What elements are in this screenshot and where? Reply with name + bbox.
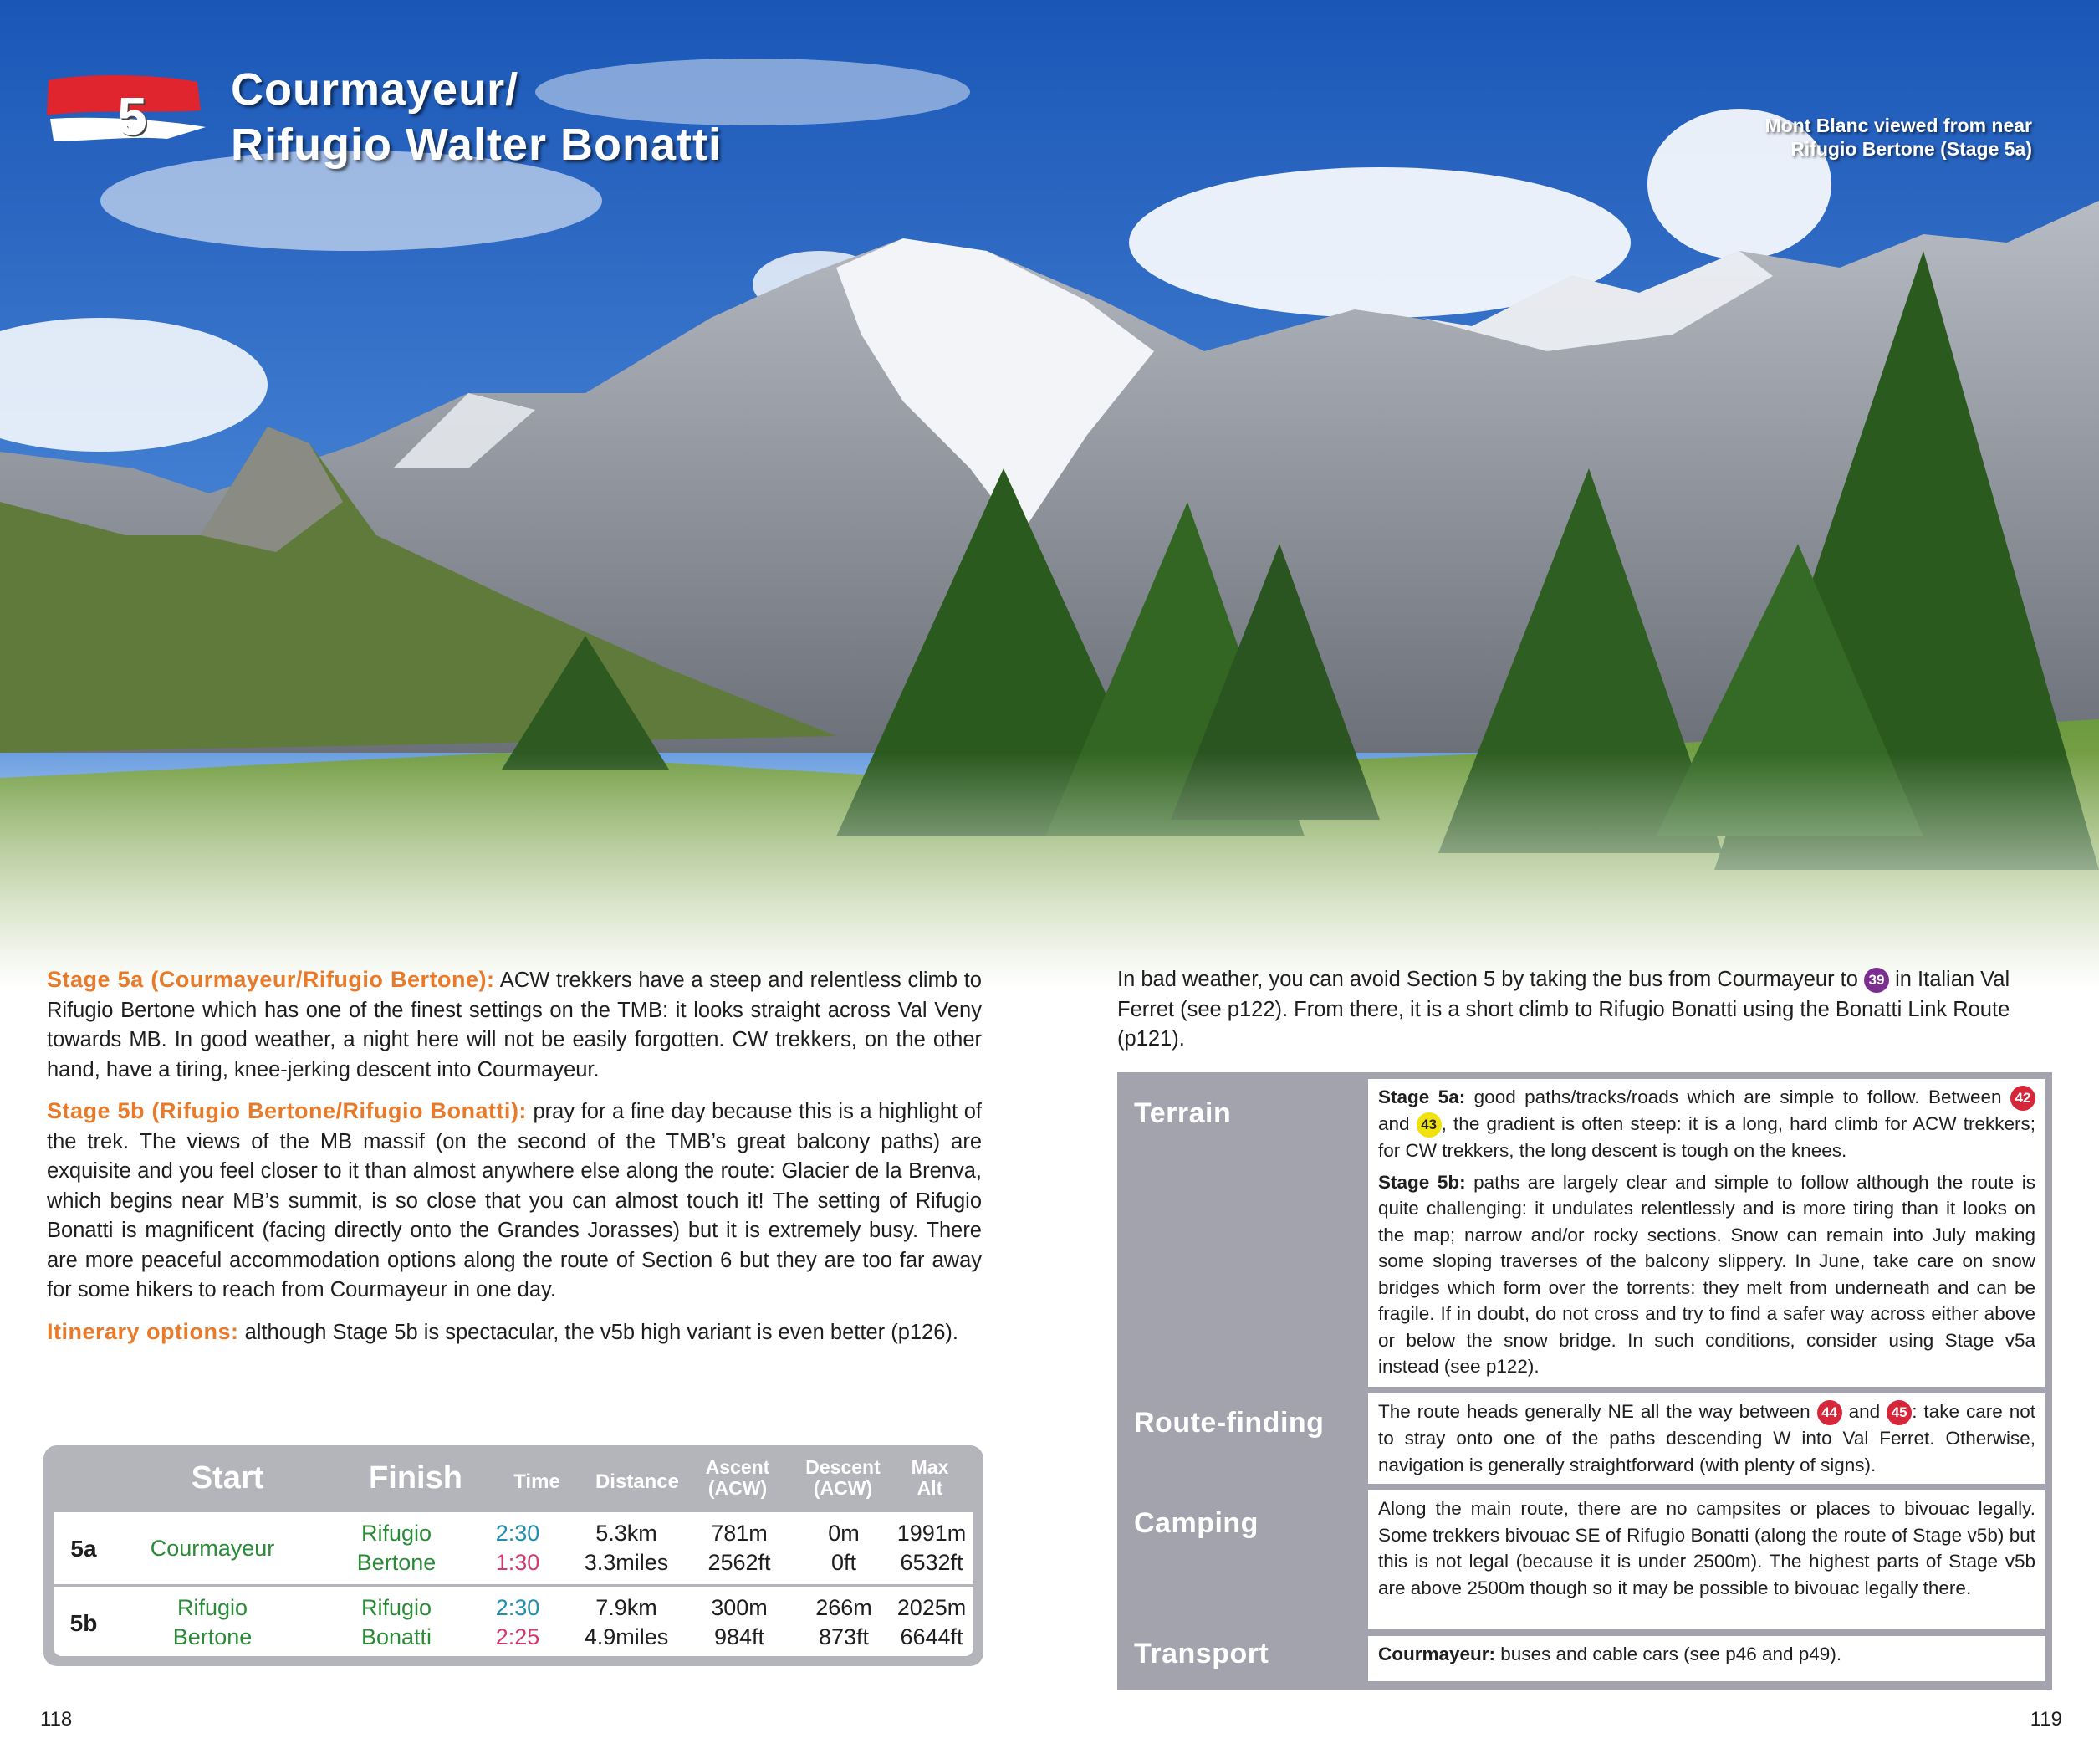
finish-place — [313, 1593, 480, 1652]
stage-5a-text: ACW trekkers have a steep and relentless climb to Rifugio Bertone which has one of the finest settings on the TMB: it looks straight across Val Veny towards MB. In good weather, a night here will not be easily forgotten. CW trekkers, on the other hand, have a tiring, knee-jerking descent into Courmayeur. — [47, 969, 982, 1081]
header-finish: Finish — [369, 1460, 462, 1496]
finish-line2: Bertone — [356, 1550, 437, 1575]
intro-text-a: In bad weather, you can avoid Section 5 by taking the bus from Courmayeur to — [1117, 968, 1865, 991]
section-number: 5 — [117, 86, 147, 146]
descent-m: 266m — [815, 1595, 872, 1620]
route-finding-text-c: : take care not to stray onto one of the paths descending W into Val Ferret. Otherwise, navigation is generally straightforward (with plenty of signs). — [1378, 1401, 2035, 1475]
terrain-5b-text: paths are largely clear and simple to follow although the route is quite challenging: it undulates relentlessly and is more tiring than it looks on the map; narrow and/or rocky sections. Snow can remain into July making some sloping traverses of the balcony slippery. In June, take care on snow bridges which form over the torrents: they melt from underneath and can be fragile. If in doubt, do not cross and try to find a safer way across either above or below the snow bridge. In such conditions, consider using Stage v5a instead (see p122). — [1378, 1171, 2035, 1378]
header-ascent-line2: (ACW) — [707, 1477, 768, 1499]
caption-line-1: Mont Blanc viewed from near — [1764, 115, 2032, 136]
distance-miles: 4.9miles — [584, 1624, 669, 1649]
time-cell — [472, 1593, 564, 1652]
stage-5a-paragraph — [47, 965, 982, 1085]
terrain-5a-lead: Stage 5a: — [1378, 1087, 1466, 1107]
page-number-left: 118 — [40, 1708, 73, 1731]
start-place — [129, 1593, 296, 1652]
stage-5b-text: pray for a fine day because this is a highlight of the trek. The views of the MB massif (on the second of the TMB’s great balcony paths) are exquisite and you feel closer to it than almost anywhere else along the route: Glacier de la Brenva, which begins near MB’s summit, is so close that you can almost touch it! The setting of Rifugio Bonatti is magnificent (facing directly onto the Grandes Jorasses) but it is extremely busy. There are more peaceful accommodation options along the route of Section 6 but they are too far away for some hikers to reach from Courmayeur in one day. — [47, 1100, 982, 1301]
waypoint-marker-43: 43 — [1417, 1112, 1442, 1138]
title-line-1: Courmayeur/ — [231, 64, 519, 115]
photo-caption — [1681, 114, 2032, 161]
descent-cell — [794, 1593, 894, 1652]
descent-ft: 873ft — [818, 1624, 870, 1649]
start-place: Courmayeur — [150, 1536, 275, 1561]
ascent-ft: 2562ft — [707, 1550, 771, 1575]
start-line1: Rifugio — [176, 1595, 248, 1620]
ascent-m: 781m — [711, 1521, 768, 1546]
descent-ft: 0ft — [830, 1550, 857, 1575]
terrain-label: Terrain — [1134, 1097, 1232, 1129]
header-descent-line1: Descent — [805, 1456, 881, 1478]
header-maxalt-line2: Alt — [917, 1477, 943, 1499]
max-alt-cell — [881, 1519, 982, 1577]
waypoint-marker-39: 39 — [1864, 968, 1889, 993]
ascent-cell — [689, 1593, 789, 1652]
stage-5b-paragraph — [47, 1097, 982, 1306]
finish-line1: Rifugio — [360, 1521, 432, 1546]
itinerary-text: although Stage 5b is spectacular, the v5b high variant is even better (p126). — [238, 1320, 958, 1344]
waypoint-marker-44: 44 — [1817, 1400, 1842, 1425]
transport-text: buses and cable cars (see p46 and p49). — [1495, 1644, 1842, 1664]
distance-cell — [564, 1519, 689, 1577]
header-maxalt-line1: Max — [911, 1456, 949, 1478]
distance-cell — [564, 1593, 689, 1652]
bad-weather-paragraph — [1117, 965, 2052, 1055]
stage-label: 5a — [70, 1536, 97, 1562]
stats-header-row — [43, 1445, 983, 1509]
page-title — [231, 62, 722, 172]
distance-km: 5.3km — [595, 1521, 657, 1546]
route-finding-text-a: The route heads generally NE all the way between — [1378, 1401, 1817, 1422]
itinerary-lead: Itinerary options: — [47, 1318, 239, 1344]
itinerary-paragraph — [47, 1317, 982, 1348]
header-start: Start — [191, 1460, 264, 1496]
terrain-5a-text-b: and — [1378, 1113, 1417, 1135]
route-finding-label: Route-finding — [1134, 1407, 1325, 1439]
page-number-right: 119 — [2030, 1708, 2062, 1731]
stage-stats-table — [43, 1445, 983, 1666]
alt-m: 1991m — [896, 1521, 967, 1546]
stage-5b-lead: Stage 5b (Rifugio Bertone/Rifugio Bonatti): — [47, 1098, 527, 1123]
terrain-stage-5b — [1378, 1169, 2035, 1380]
waypoint-marker-42: 42 — [2010, 1086, 2035, 1111]
stage-label: 5b — [69, 1610, 98, 1636]
header-distance: Distance — [595, 1470, 680, 1493]
stats-body — [54, 1512, 973, 1656]
ascent-m: 300m — [711, 1595, 768, 1620]
terrain-5a-text-a: good paths/tracks/roads which are simple to follow. Between — [1465, 1087, 2010, 1107]
alt-ft: 6532ft — [900, 1550, 963, 1575]
distance-km: 7.9km — [595, 1595, 657, 1620]
caption-line-2: Rifugio Bertone (Stage 5a) — [1790, 138, 2032, 160]
header-time: Time — [513, 1470, 560, 1493]
transport-lead: Courmayeur: — [1378, 1644, 1496, 1664]
start-line2: Bertone — [172, 1624, 253, 1649]
time-acw: 2:30 — [495, 1595, 540, 1620]
transport-label: Transport — [1134, 1638, 1269, 1669]
stage-5a-lead: Stage 5a (Courmayeur/Rifugio Bertone): — [47, 967, 495, 992]
max-alt-cell — [881, 1593, 982, 1652]
descent-cell — [794, 1519, 894, 1577]
intro-text-b: in Italian Val Ferret (see p122). From there, it is a short climb to Rifugio Bonatti using the Bonatti Link Route (p121). — [1117, 968, 2010, 1051]
terrain-5a-text-c: , the gradient is often steep: it is a long, hard climb for ACW trekkers; for CW trekkers, the long descent is tough on the knees. — [1378, 1113, 2035, 1162]
transport-content — [1368, 1636, 2045, 1681]
route-finding-text-b: and — [1841, 1401, 1887, 1422]
distance-miles: 3.3miles — [584, 1550, 669, 1575]
waypoint-marker-45: 45 — [1887, 1400, 1912, 1425]
ascent-cell — [689, 1519, 789, 1577]
terrain-content — [1368, 1079, 2045, 1387]
route-finding-content — [1368, 1393, 2045, 1484]
header-max-alt — [876, 1457, 984, 1499]
camping-label: Camping — [1134, 1507, 1259, 1539]
alt-m: 2025m — [896, 1595, 967, 1620]
descent-m: 0m — [828, 1521, 860, 1546]
finish-line1: Rifugio — [360, 1595, 432, 1620]
finish-place — [313, 1519, 480, 1577]
terrain-5b-lead: Stage 5b: — [1378, 1171, 1466, 1193]
header-ascent-line1: Ascent — [705, 1456, 770, 1478]
alt-ft: 6644ft — [900, 1624, 963, 1649]
time-cw: 1:30 — [495, 1550, 540, 1575]
terrain-stage-5a — [1378, 1084, 2035, 1164]
time-cw: 2:25 — [495, 1624, 540, 1649]
table-row — [54, 1512, 973, 1584]
route-info-table — [1117, 1072, 2052, 1690]
time-acw: 2:30 — [495, 1521, 540, 1546]
left-column-text — [47, 965, 982, 1359]
table-row — [54, 1584, 973, 1659]
title-line-2: Rifugio Walter Bonatti — [231, 120, 722, 170]
camping-content: Along the main route, there are no campsites or places to bivouac legally. Some trekkers bivouac SE of Rifugio Bonatti (along the route of Stage v5b) but this is not legal (because it is under 2500m). The highest parts of Stage v5b are above 2500m though so it may be possible to bivouac legally there. — [1368, 1490, 2045, 1629]
header-descent-line2: (ACW) — [813, 1477, 873, 1499]
ascent-ft: 984ft — [713, 1624, 765, 1649]
finish-line2: Bonatti — [360, 1624, 432, 1649]
section-badge — [42, 72, 209, 156]
time-cell — [472, 1519, 564, 1577]
